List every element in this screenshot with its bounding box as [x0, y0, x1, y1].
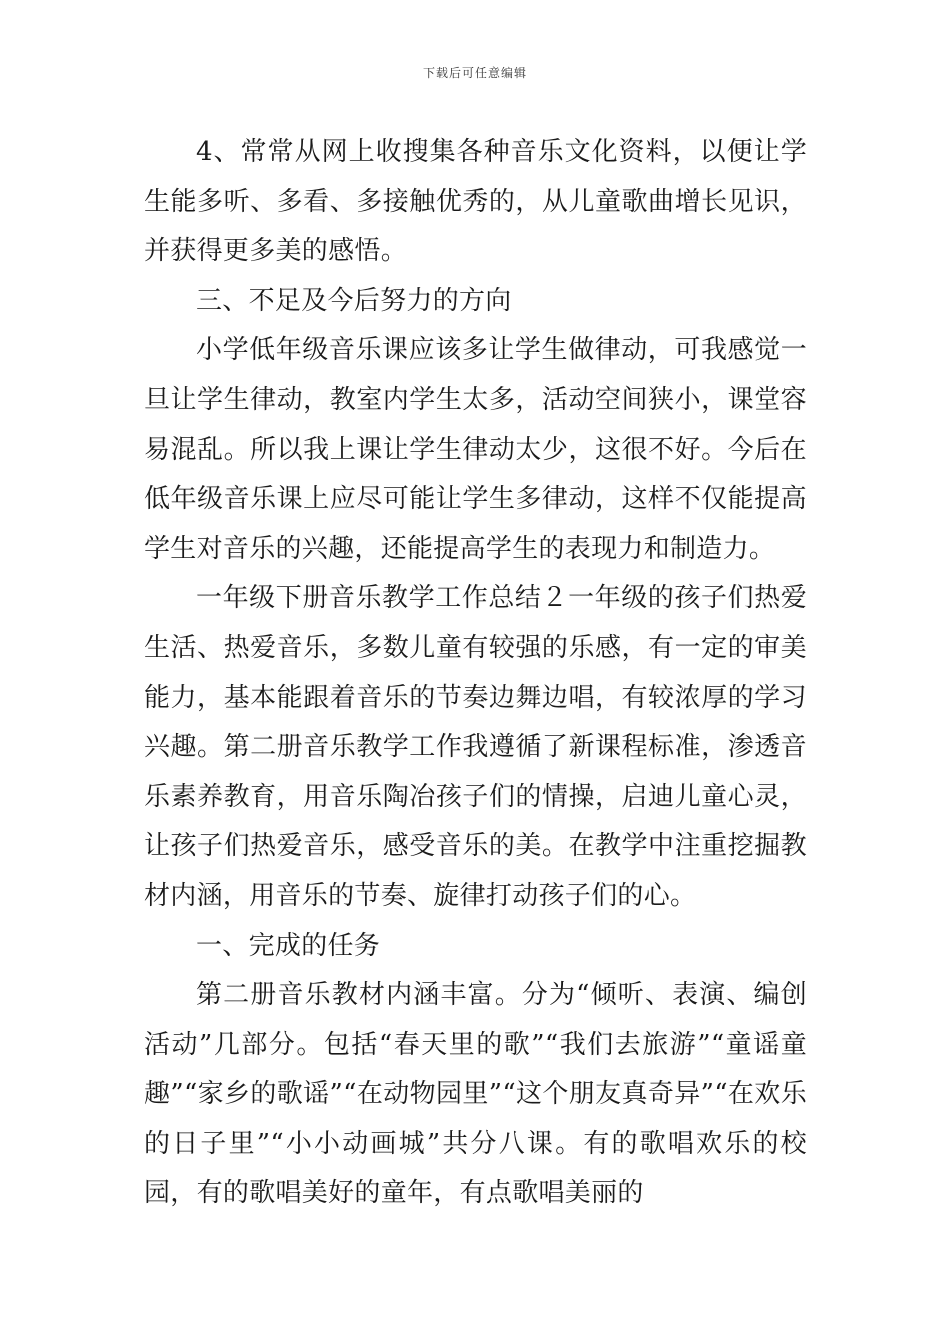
- paragraph-summary-2-intro: 一年级下册音乐教学工作总结２一年级的孩子们热爱生活、热爱音乐，多数儿童有较强的乐感，有一定的审美能力，基本能跟着音乐的节奏边舞边唱，有较浓厚的学习兴趣。第二册音乐教学工作我遵循了新课程标准，渗透音乐素养教育，用音乐陶冶孩子们的情操，启迪儿童心灵，让孩子们热爱音乐，感受音乐的美。在教学中注重挖掘教材内涵，用音乐的节奏、旋律打动孩子们的心。: [144, 583, 807, 911]
- paragraph-shortcomings: 小学低年级音乐课应该多让学生做律动，可我感觉一旦让学生律动，教室内学生太多，活动空间狭小，课堂容易混乱。所以我上课让学生律动太少，这很不好。今后在低年级音乐课上应尽可能让学生多律动，这样不仅能提高学生对音乐的兴趣，还能提高学生的表现力和制造力。: [144, 335, 807, 564]
- section-heading-completed-tasks: 一、完成的任务: [196, 930, 381, 961]
- section-heading-shortcomings: 三、不足及今后努力的方向: [196, 285, 512, 316]
- paragraph-point-4: 4、常常从网上收搜集各种音乐文化资料，以便让学生能多听、多看、多接触优秀的，从儿童歌曲增长见识，并获得更多美的感悟。: [144, 137, 807, 267]
- paragraph-textbook-content: 第二册音乐教材内涵丰富。分为“倾听、表演、编创活动”几部分。包括“春天里的歌”“我们去旅游”“童谣童趣”“家乡的歌谣”“在动物园里”“这个朋友真奇异”“在欢乐的日子里”“小小动画城”共分八课。有的歌唱欢乐的校园，有的歌唱美好的童年，有点歌唱美丽的: [144, 980, 807, 1209]
- page-header-note: 下载后可任意编辑: [422, 66, 527, 80]
- document-body: [144, 128, 807, 1219]
